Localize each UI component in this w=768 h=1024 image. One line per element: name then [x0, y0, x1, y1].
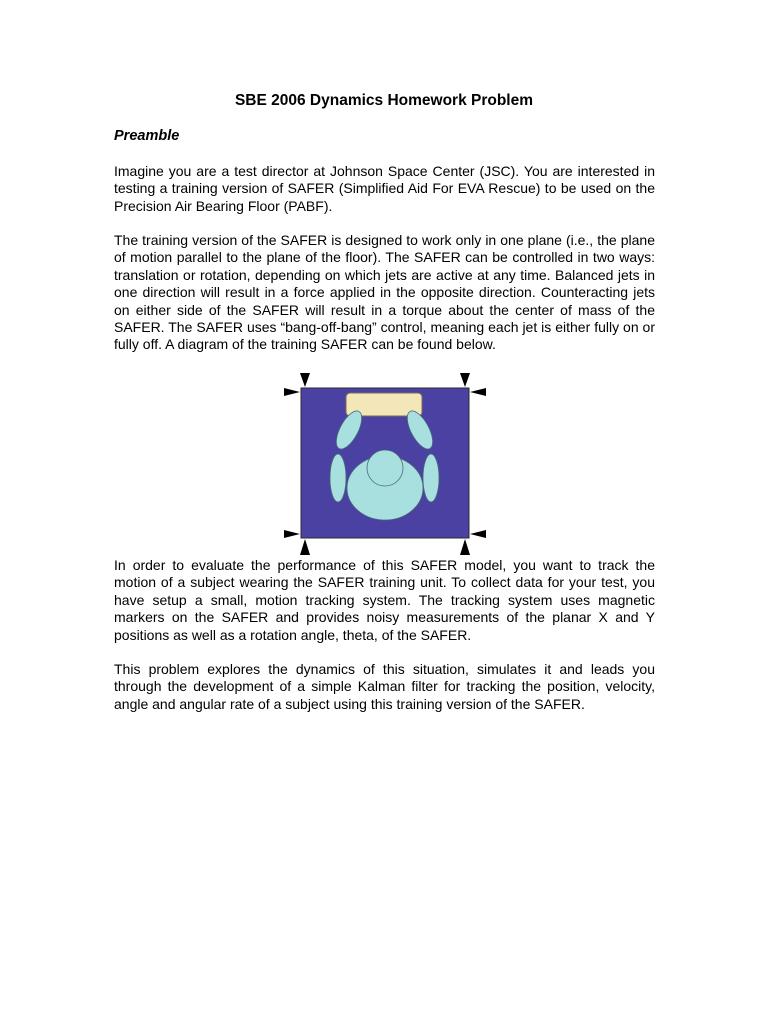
jet-right-upper: [470, 388, 486, 396]
section-heading-preamble: Preamble: [114, 128, 180, 144]
left-forearm: [330, 454, 346, 502]
jet-right-lower: [470, 530, 486, 538]
jet-bottom-right: [460, 539, 470, 555]
jet-bottom-left: [300, 539, 310, 555]
paragraph-3: In order to evaluate the performance of this SAFER model, you want to track the motion of a subject wearing the SAFER training unit. To collect data for your test, you have setup a small, motion tracking system. The tracking system uses magnetic markers on the SAFER and provides noisy measurements of the planar X and Y positions as well as a rotation angle, theta, of the SAFER.: [114, 557, 655, 643]
paragraph-4: This problem explores the dynamics of this situation, simulates it and leads you through the development of a simple Kalman filter for tracking the position, velocity, angle and angular rate of a subject using this training version of the SAFER.: [114, 661, 655, 712]
head: [367, 450, 403, 486]
paragraph-2: The training version of the SAFER is designed to work only in one plane (i.e., the plane of motion parallel to the plane of the floor). The SAFER can be controlled in two ways: translation or rotation, depending on which jets are active at any time. Balanced jets in one direction will result in a force applied in the opposite direction. Counteracting jets on either side of the SAFER will result in a torque about the center of mass of the SAFER. The SAFER uses “bang-off-bang” control, meaning each jet is either fully on or fully off. A diagram of the training SAFER can be found below.: [114, 232, 655, 353]
jet-top-right: [460, 373, 470, 387]
jet-left-upper: [284, 388, 300, 396]
paragraph-1: Imagine you are a test director at Johnson Space Center (JSC). You are interested in testing a training version of SAFER (Simplified Aid For EVA Rescue) to be used on the Precision Air Bearing Floor (PABF).: [114, 163, 655, 214]
right-forearm: [423, 454, 439, 502]
document-title: SBE 2006 Dynamics Homework Problem: [234, 92, 534, 109]
jet-left-lower: [284, 530, 300, 538]
safer-diagram: [280, 368, 490, 558]
jet-top-left: [300, 373, 310, 387]
